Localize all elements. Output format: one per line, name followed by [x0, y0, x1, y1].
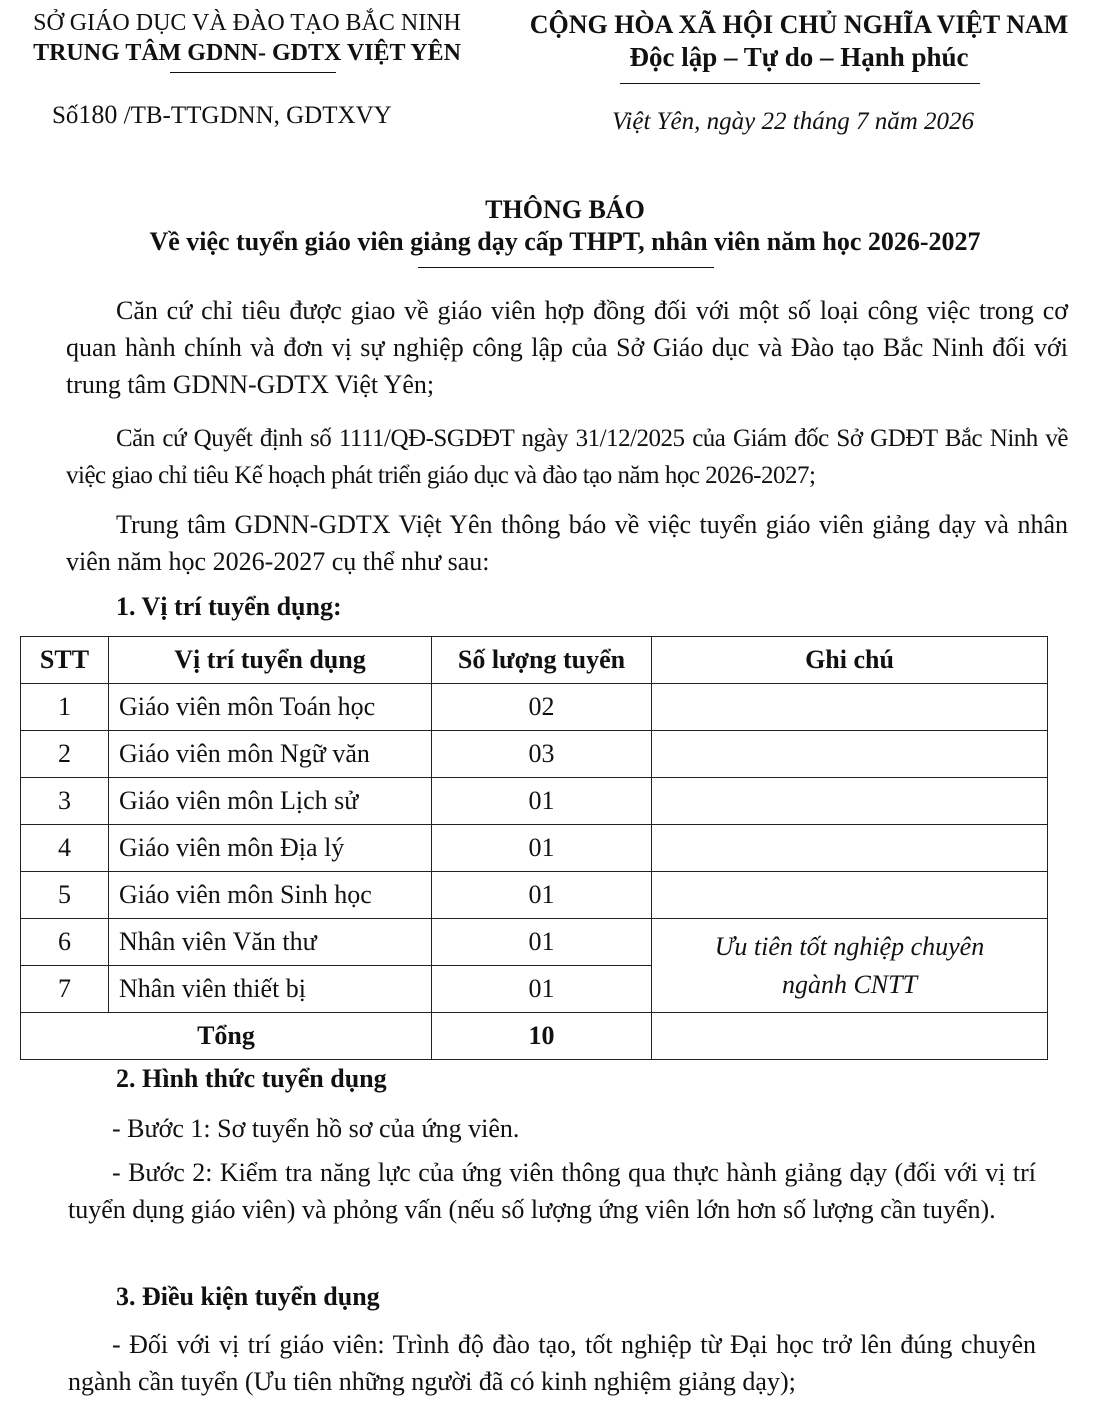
row-note	[652, 684, 1048, 731]
section-2-heading: 2. Hình thức tuyển dụng	[116, 1064, 387, 1093]
table-row	[21, 731, 1048, 778]
announcement-paragraph: Trung tâm GDNN-GDTX Việt Yên thông báo về việc tuyển giáo viên giảng dạy và nhân viên năm học 2026-2027 cụ thể như sau:	[66, 510, 1068, 576]
row-stt: 3	[21, 778, 109, 825]
row-note	[652, 825, 1048, 872]
note-line-2: ngành CNTT	[781, 969, 918, 999]
total-label: Tổng	[21, 1013, 432, 1060]
table-row	[21, 872, 1048, 919]
section-3-heading: 3. Điều kiện tuyển dụng	[116, 1282, 380, 1311]
center-name: TRUNG TÂM GDNN- GDTX VIỆT YÊN	[33, 40, 461, 66]
merged-note-cell	[652, 919, 1048, 1013]
document-title	[0, 194, 1100, 258]
row-quantity: 02	[432, 684, 652, 731]
total-row	[21, 1013, 1048, 1060]
row-stt: 6	[21, 919, 109, 966]
table-row	[21, 825, 1048, 872]
motto-line: Độc lập – Tự do – Hạnh phúc	[629, 42, 969, 72]
department-name: SỞ GIÁO DỤC VÀ ĐÀO TẠO BẮC NINH	[33, 10, 461, 36]
recruitment-table	[20, 636, 1048, 1060]
row-position: Giáo viên môn Toán học	[109, 684, 432, 731]
row-position: Giáo viên môn Ngữ văn	[109, 731, 432, 778]
title-underline	[418, 267, 714, 268]
title-subject: Về việc tuyển giáo viên giảng dạy cấp THPT, nhân viên năm học 2026-2027	[149, 227, 981, 256]
teacher-requirement: - Đối với vị trí giáo viên: Trình độ đào tạo, tốt nghiệp từ Đại học trở lên đúng chuyên ngành cần tuyển (Ưu tiên những người đã có kinh nghiệm giảng dạy);	[68, 1330, 1036, 1396]
total-value: 10	[432, 1013, 652, 1060]
authority-underline	[170, 72, 336, 73]
row-position: Giáo viên môn Sinh học	[109, 872, 432, 919]
row-position: Nhân viên Văn thư	[109, 919, 432, 966]
row-quantity: 01	[432, 825, 652, 872]
row-note	[652, 872, 1048, 919]
header-position: Vị trí tuyển dụng	[109, 637, 432, 684]
row-quantity: 01	[432, 919, 652, 966]
table-row	[21, 919, 1048, 966]
header-quantity: Số lượng tuyển	[432, 637, 652, 684]
row-position: Giáo viên môn Lịch sử	[109, 778, 432, 825]
motto-underline	[620, 83, 980, 84]
step-2: - Bước 2: Kiểm tra năng lực của ứng viên thông qua thực hành giảng dạy (đối với vị trí tuyển dụng giáo viên) và phỏng vấn (nếu số lượng ứng viên lớn hơn số lượng cần tuyển).	[68, 1158, 1036, 1224]
row-quantity: 01	[432, 778, 652, 825]
issuing-authority	[18, 8, 476, 68]
issue-date: Việt Yên, ngày 22 tháng 7 năm 2026	[612, 108, 974, 135]
document-number-value: 180	[78, 100, 118, 129]
row-stt: 7	[21, 966, 109, 1013]
row-stt: 4	[21, 825, 109, 872]
document-number	[52, 100, 392, 130]
row-quantity: 01	[432, 872, 652, 919]
row-quantity: 01	[432, 966, 652, 1013]
row-note	[652, 778, 1048, 825]
total-note	[652, 1013, 1048, 1060]
row-stt: 2	[21, 731, 109, 778]
document-number-prefix: Số	[52, 102, 79, 129]
section-1-heading: 1. Vị trí tuyển dụng:	[116, 592, 342, 621]
header-notes: Ghi chú	[652, 637, 1048, 684]
title-main: THÔNG BÁO	[485, 195, 645, 224]
table-row	[21, 778, 1048, 825]
table-header-row	[21, 637, 1048, 684]
row-note	[652, 731, 1048, 778]
document-number-suffix: /TB-TTGDNN, GDTXVY	[117, 102, 392, 129]
header-stt: STT	[21, 637, 109, 684]
national-motto	[508, 8, 1090, 74]
row-position: Nhân viên thiết bị	[109, 966, 432, 1013]
row-position: Giáo viên môn Địa lý	[109, 825, 432, 872]
row-stt: 5	[21, 872, 109, 919]
country-name: CỘNG HÒA XÃ HỘI CHỦ NGHĨA VIỆT NAM	[529, 10, 1069, 39]
note-line-1: Ưu tiên tốt nghiệp chuyên	[714, 931, 985, 961]
row-quantity: 03	[432, 731, 652, 778]
legal-basis-paragraph-2: Căn cứ Quyết định số 1111/QĐ-SGDĐT ngày 31/12/2025 của Giám đốc Sở GDĐT Bắc Ninh về việc giao chỉ tiêu Kế hoạch phát triển giáo dục và đào tạo năm học 2026-2027;	[66, 425, 1068, 489]
legal-basis-paragraph-1: Căn cứ chỉ tiêu được giao về giáo viên hợp đồng đối với một số loại công việc trong cơ quan hành chính và đơn vị sự nghiệp công lập của Sở Giáo dục và Đào tạo Bắc Ninh đối với trung tâm GDNN-GDTX Việt Yên;	[66, 296, 1068, 399]
table-row	[21, 684, 1048, 731]
row-stt: 1	[21, 684, 109, 731]
step-1: - Bước 1: Sơ tuyển hồ sơ của ứng viên.	[112, 1114, 520, 1143]
